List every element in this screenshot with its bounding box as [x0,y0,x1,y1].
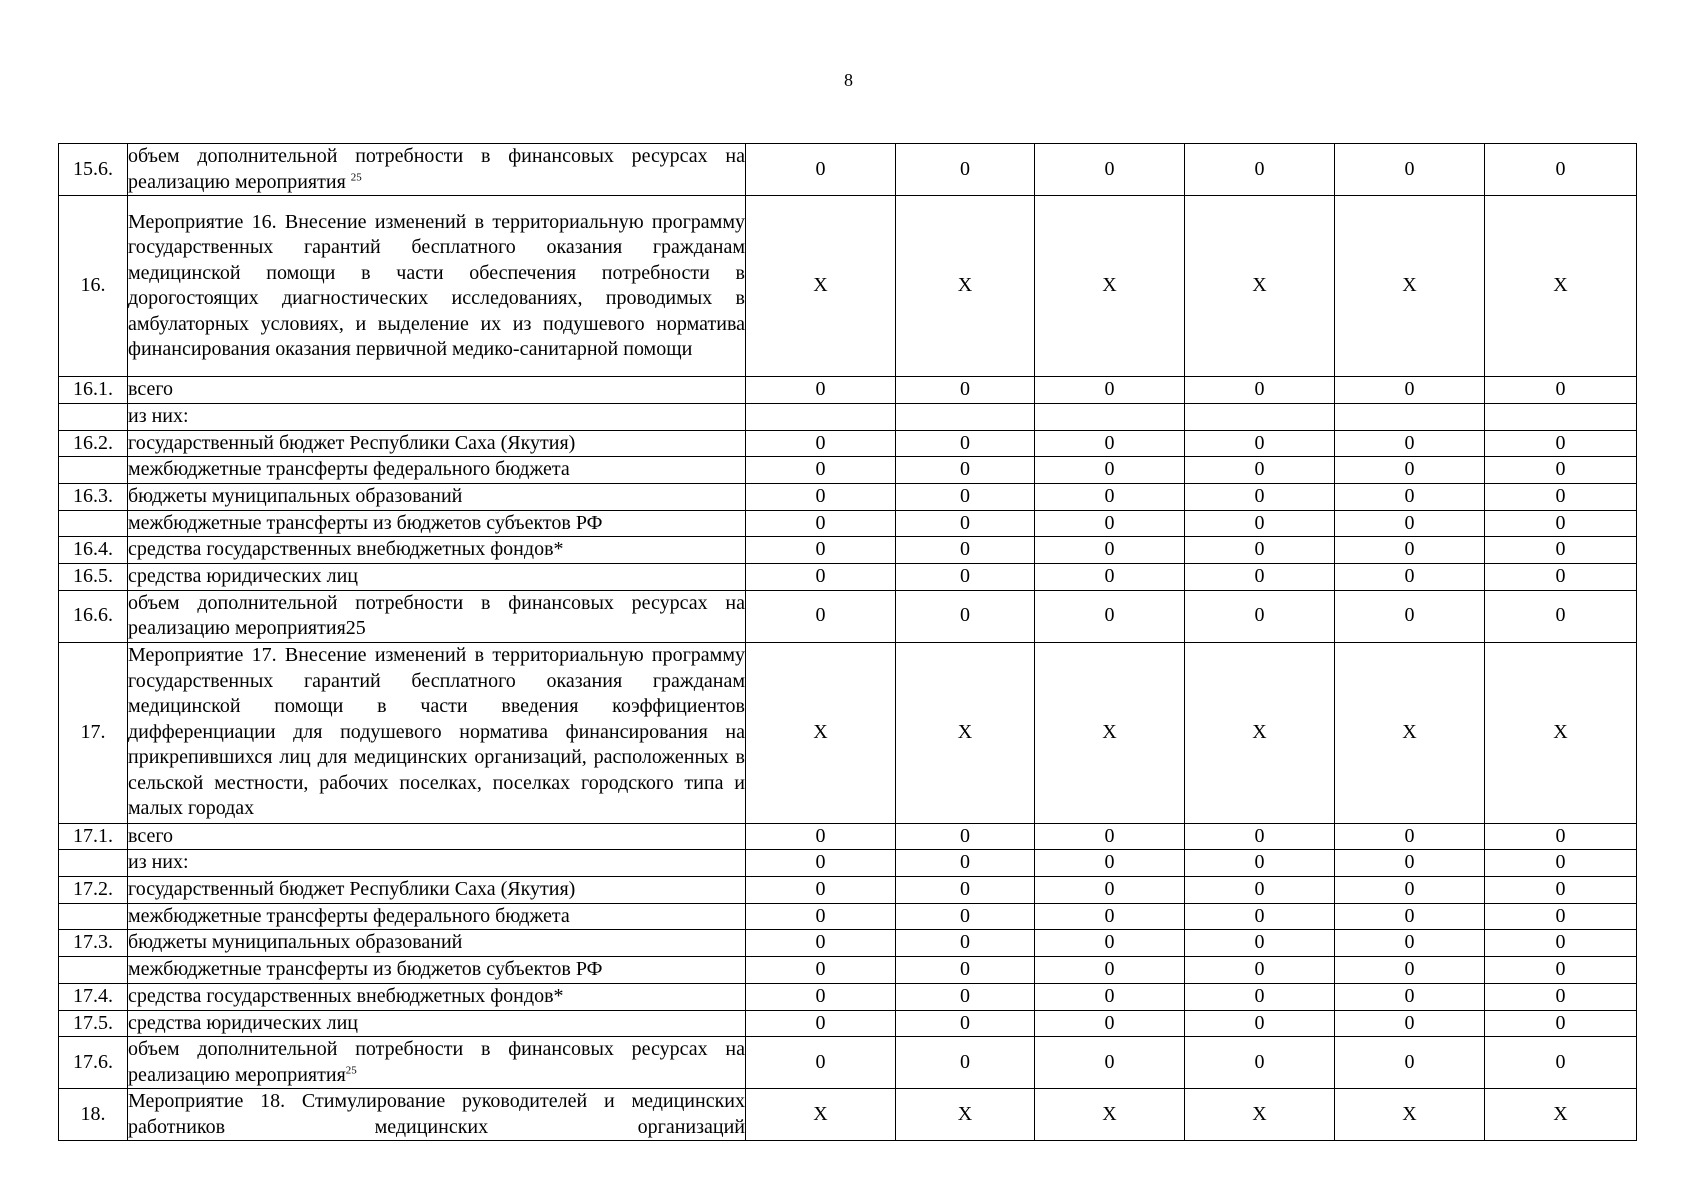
value-cell: 0 [1035,1037,1185,1089]
row-description [128,510,746,537]
row-number [59,850,128,877]
value-cell: 0 [1035,377,1185,404]
value-cell: 0 [1185,983,1335,1010]
value-cell: 0 [1485,983,1637,1010]
table-row [59,983,1637,1010]
row-description-text: межбюджетные трансферты федерального бюджета [128,458,570,480]
row-description [128,377,746,404]
row-description [128,144,746,196]
value-cell: 0 [896,1010,1035,1037]
value-cell [896,403,1035,430]
row-number: 16.6. [59,590,128,642]
value-cell: 0 [1335,430,1485,457]
value-cell: 0 [1485,590,1637,642]
row-description-text: Мероприятие 18. Стимулирование руководителей и медицинских работников медицинских организаций [128,1090,745,1138]
value-cell: 0 [1485,483,1637,510]
row-number: 16.5. [59,564,128,591]
value-cell: 0 [1485,430,1637,457]
value-cell: X [1485,1089,1637,1141]
value-cell: 0 [1335,930,1485,957]
value-cell: 0 [1035,957,1185,984]
value-cell [1485,403,1637,430]
value-cell: X [896,196,1035,377]
value-cell: 0 [1035,930,1185,957]
value-cell: 0 [1335,957,1485,984]
row-number [59,957,128,984]
row-number: 17. [59,642,128,823]
row-description [128,483,746,510]
value-cell: 0 [746,430,896,457]
value-cell: 0 [1335,590,1485,642]
row-description-text: межбюджетные трансферты из бюджетов субъектов РФ [128,511,603,534]
row-description [128,196,746,377]
value-cell: 0 [1185,850,1335,877]
value-cell: 0 [1035,564,1185,591]
value-cell: 0 [1185,1010,1335,1037]
table-row [59,930,1637,957]
row-description-text: объем дополнительной потребности в финансовых ресурсах на реализацию мероприятия [128,145,745,193]
value-cell: 0 [1035,430,1185,457]
row-description [128,1010,746,1037]
value-cell: 0 [1185,1037,1335,1089]
footnote-mark: 25 [345,1063,357,1076]
table-row [59,457,1637,484]
value-cell: 0 [896,457,1035,484]
table-row [59,377,1637,404]
value-cell: 0 [1035,590,1185,642]
row-number: 18. [59,1089,128,1141]
row-description-text: средства государственных внебюджетных фондов* [128,984,564,1007]
value-cell: 0 [1335,1010,1485,1037]
row-number: 16.2. [59,430,128,457]
table-row [59,196,1637,377]
row-description [128,877,746,904]
value-cell: 0 [896,144,1035,196]
row-description-text: бюджеты муниципальных образований [128,931,463,954]
value-cell: 0 [1035,1010,1185,1037]
row-number [59,457,128,484]
value-cell: 0 [896,930,1035,957]
row-description [128,903,746,930]
value-cell: X [896,642,1035,823]
row-description [128,823,746,850]
row-description-text: из них: [128,851,189,874]
value-cell: 0 [1185,590,1335,642]
value-cell: X [746,642,896,823]
value-cell: 0 [1185,430,1335,457]
row-description [128,957,746,984]
value-cell: X [746,196,896,377]
row-description-text: Мероприятие 16. Внесение изменений в территориальную программу государственных гарантий бесплатного оказания гражданам медицинской помощи в части обеспечения потребности в дорогостоящих диагностических исследованиях, проводимых в амбулаторных условиях, и выделение их из подушевого норматива финансирования оказания первичной медико-санитарной помощи [128,210,745,360]
value-cell: 0 [1485,537,1637,564]
value-cell: 0 [1485,144,1637,196]
value-cell: 0 [896,1037,1035,1089]
row-number: 16.4. [59,537,128,564]
value-cell: 0 [1185,823,1335,850]
row-number [59,903,128,930]
row-description [128,1089,746,1141]
row-number: 17.6. [59,1037,128,1089]
value-cell: 0 [1035,850,1185,877]
value-cell: X [1485,642,1637,823]
value-cell: 0 [746,510,896,537]
value-cell: 0 [1185,144,1335,196]
value-cell [746,403,896,430]
value-cell: 0 [1185,930,1335,957]
value-cell: X [1035,642,1185,823]
page-number: 8 [844,70,853,90]
value-cell: 0 [746,850,896,877]
value-cell: 0 [1185,510,1335,537]
value-cell: X [1335,196,1485,377]
value-cell: 0 [1185,957,1335,984]
value-cell: 0 [1335,877,1485,904]
value-cell: 0 [1335,537,1485,564]
row-number: 16.3. [59,483,128,510]
value-cell: 0 [1485,877,1637,904]
value-cell: 0 [1035,877,1185,904]
value-cell: 0 [1485,1010,1637,1037]
value-cell: 0 [1035,537,1185,564]
table-row [59,144,1637,196]
value-cell: X [1485,196,1637,377]
value-cell: 0 [1485,510,1637,537]
value-cell: 0 [1185,564,1335,591]
value-cell: 0 [746,1037,896,1089]
value-cell: 0 [896,823,1035,850]
footnote-mark: 25 [350,170,362,183]
value-cell: 0 [1185,877,1335,904]
value-cell: X [896,1089,1035,1141]
row-description-text: государственный бюджет Республики Саха (Якутия) [128,431,576,454]
value-cell: 0 [1035,823,1185,850]
value-cell: 0 [1035,457,1185,484]
row-description-text: средства юридических лиц [128,565,358,587]
row-number: 16. [59,196,128,377]
row-description [128,983,746,1010]
value-cell: 0 [1335,1037,1485,1089]
value-cell: 0 [746,377,896,404]
value-cell: 0 [1185,377,1335,404]
table-row [59,430,1637,457]
value-cell: 0 [746,930,896,957]
table-row [59,877,1637,904]
row-description [128,590,746,642]
value-cell: 0 [1485,930,1637,957]
value-cell: 0 [896,564,1035,591]
value-cell: 0 [896,983,1035,1010]
value-cell: 0 [1335,850,1485,877]
row-description-text: из них: [128,404,189,427]
value-cell: 0 [896,850,1035,877]
value-cell: 0 [1485,564,1637,591]
value-cell: 0 [1335,983,1485,1010]
table-row [59,403,1637,430]
value-cell: 0 [1035,903,1185,930]
value-cell: X [1185,1089,1335,1141]
value-cell: 0 [1035,483,1185,510]
value-cell [1185,403,1335,430]
value-cell: X [1035,1089,1185,1141]
value-cell: 0 [746,1010,896,1037]
value-cell: 0 [1185,903,1335,930]
row-description [128,642,746,823]
value-cell [1335,403,1485,430]
row-number: 16.1. [59,377,128,404]
row-description [128,1037,746,1089]
value-cell: 0 [1335,377,1485,404]
value-cell: 0 [1185,483,1335,510]
value-cell: X [1335,1089,1485,1141]
value-cell: 0 [746,590,896,642]
row-number: 17.4. [59,983,128,1010]
row-description [128,457,746,484]
value-cell: 0 [746,983,896,1010]
row-description-text: межбюджетные трансферты из бюджетов субъектов РФ [128,958,603,980]
row-description-text: всего [128,824,174,847]
table-row [59,823,1637,850]
value-cell: X [746,1089,896,1141]
financing-table [58,143,1637,1141]
value-cell: 0 [1485,850,1637,877]
value-cell: 0 [896,483,1035,510]
value-cell: 0 [1185,457,1335,484]
row-description [128,537,746,564]
row-number: 17.1. [59,823,128,850]
row-description-text: государственный бюджет Республики Саха (Якутия) [128,878,576,900]
row-number: 17.2. [59,877,128,904]
row-description [128,930,746,957]
value-cell: 0 [896,510,1035,537]
row-number: 15.6. [59,144,128,196]
table-row [59,903,1637,930]
row-description-text: средства юридических лиц [128,1011,358,1034]
table-row [59,642,1637,823]
value-cell: 0 [1335,510,1485,537]
row-number [59,403,128,430]
table-row [59,590,1637,642]
value-cell: 0 [896,877,1035,904]
value-cell: 0 [1335,564,1485,591]
table-row [59,1010,1637,1037]
table-row [59,537,1637,564]
value-cell: 0 [896,590,1035,642]
row-description-text: межбюджетные трансферты федерального бюджета [128,904,570,927]
row-description [128,850,746,877]
value-cell: 0 [1335,483,1485,510]
value-cell: 0 [1035,510,1185,537]
value-cell: 0 [1485,823,1637,850]
value-cell: 0 [896,430,1035,457]
value-cell: 0 [1485,903,1637,930]
table-row [59,510,1637,537]
value-cell [1035,403,1185,430]
value-cell: 0 [1035,144,1185,196]
table-row [59,1089,1637,1141]
table-row [59,564,1637,591]
value-cell: 0 [896,957,1035,984]
value-cell: 0 [746,823,896,850]
value-cell: 0 [746,144,896,196]
value-cell: 0 [746,957,896,984]
row-number: 17.3. [59,930,128,957]
row-number: 17.5. [59,1010,128,1037]
row-number [59,510,128,537]
row-description-text: бюджеты муниципальных образований [128,484,463,507]
row-description-text: Мероприятие 17. Внесение изменений в территориальную программу государственных гарантий бесплатного оказания гражданам медицинской помощи в части введения коэффициентов дифференциации для подушевого норматива финансирования на прикрепившихся лиц для медицинских организаций, расположенных в сельской местности, рабочих поселках, поселках городского типа и малых городах [128,644,745,820]
value-cell: X [1185,642,1335,823]
value-cell: 0 [1485,457,1637,484]
value-cell: 0 [1335,144,1485,196]
value-cell: 0 [1335,823,1485,850]
value-cell: 0 [746,877,896,904]
row-description-text: всего [128,378,174,400]
value-cell: 0 [1335,903,1485,930]
value-cell: 0 [896,377,1035,404]
value-cell: 0 [1335,457,1485,484]
value-cell: X [1185,196,1335,377]
table-row [59,957,1637,984]
value-cell: 0 [746,564,896,591]
table-body [59,144,1637,1141]
table-row [59,1037,1637,1089]
value-cell: 0 [1185,537,1335,564]
value-cell: X [1035,196,1185,377]
table-row [59,483,1637,510]
value-cell: 0 [746,537,896,564]
value-cell: 0 [1485,957,1637,984]
row-description-text: объем дополнительной потребности в финансовых ресурсах на реализацию мероприятия [128,1038,745,1086]
value-cell: 0 [1035,983,1185,1010]
value-cell: X [1335,642,1485,823]
row-description [128,430,746,457]
row-description [128,403,746,430]
value-cell: 0 [1485,1037,1637,1089]
value-cell: 0 [746,903,896,930]
row-description [128,564,746,591]
value-cell: 0 [896,903,1035,930]
value-cell: 0 [746,457,896,484]
row-description-text: объем дополнительной потребности в финансовых ресурсах на реализацию мероприятия25 [128,591,745,639]
table-row [59,850,1637,877]
value-cell: 0 [746,483,896,510]
row-description-text: средства государственных внебюджетных фондов* [128,538,564,561]
value-cell: 0 [896,537,1035,564]
value-cell: 0 [1485,377,1637,404]
